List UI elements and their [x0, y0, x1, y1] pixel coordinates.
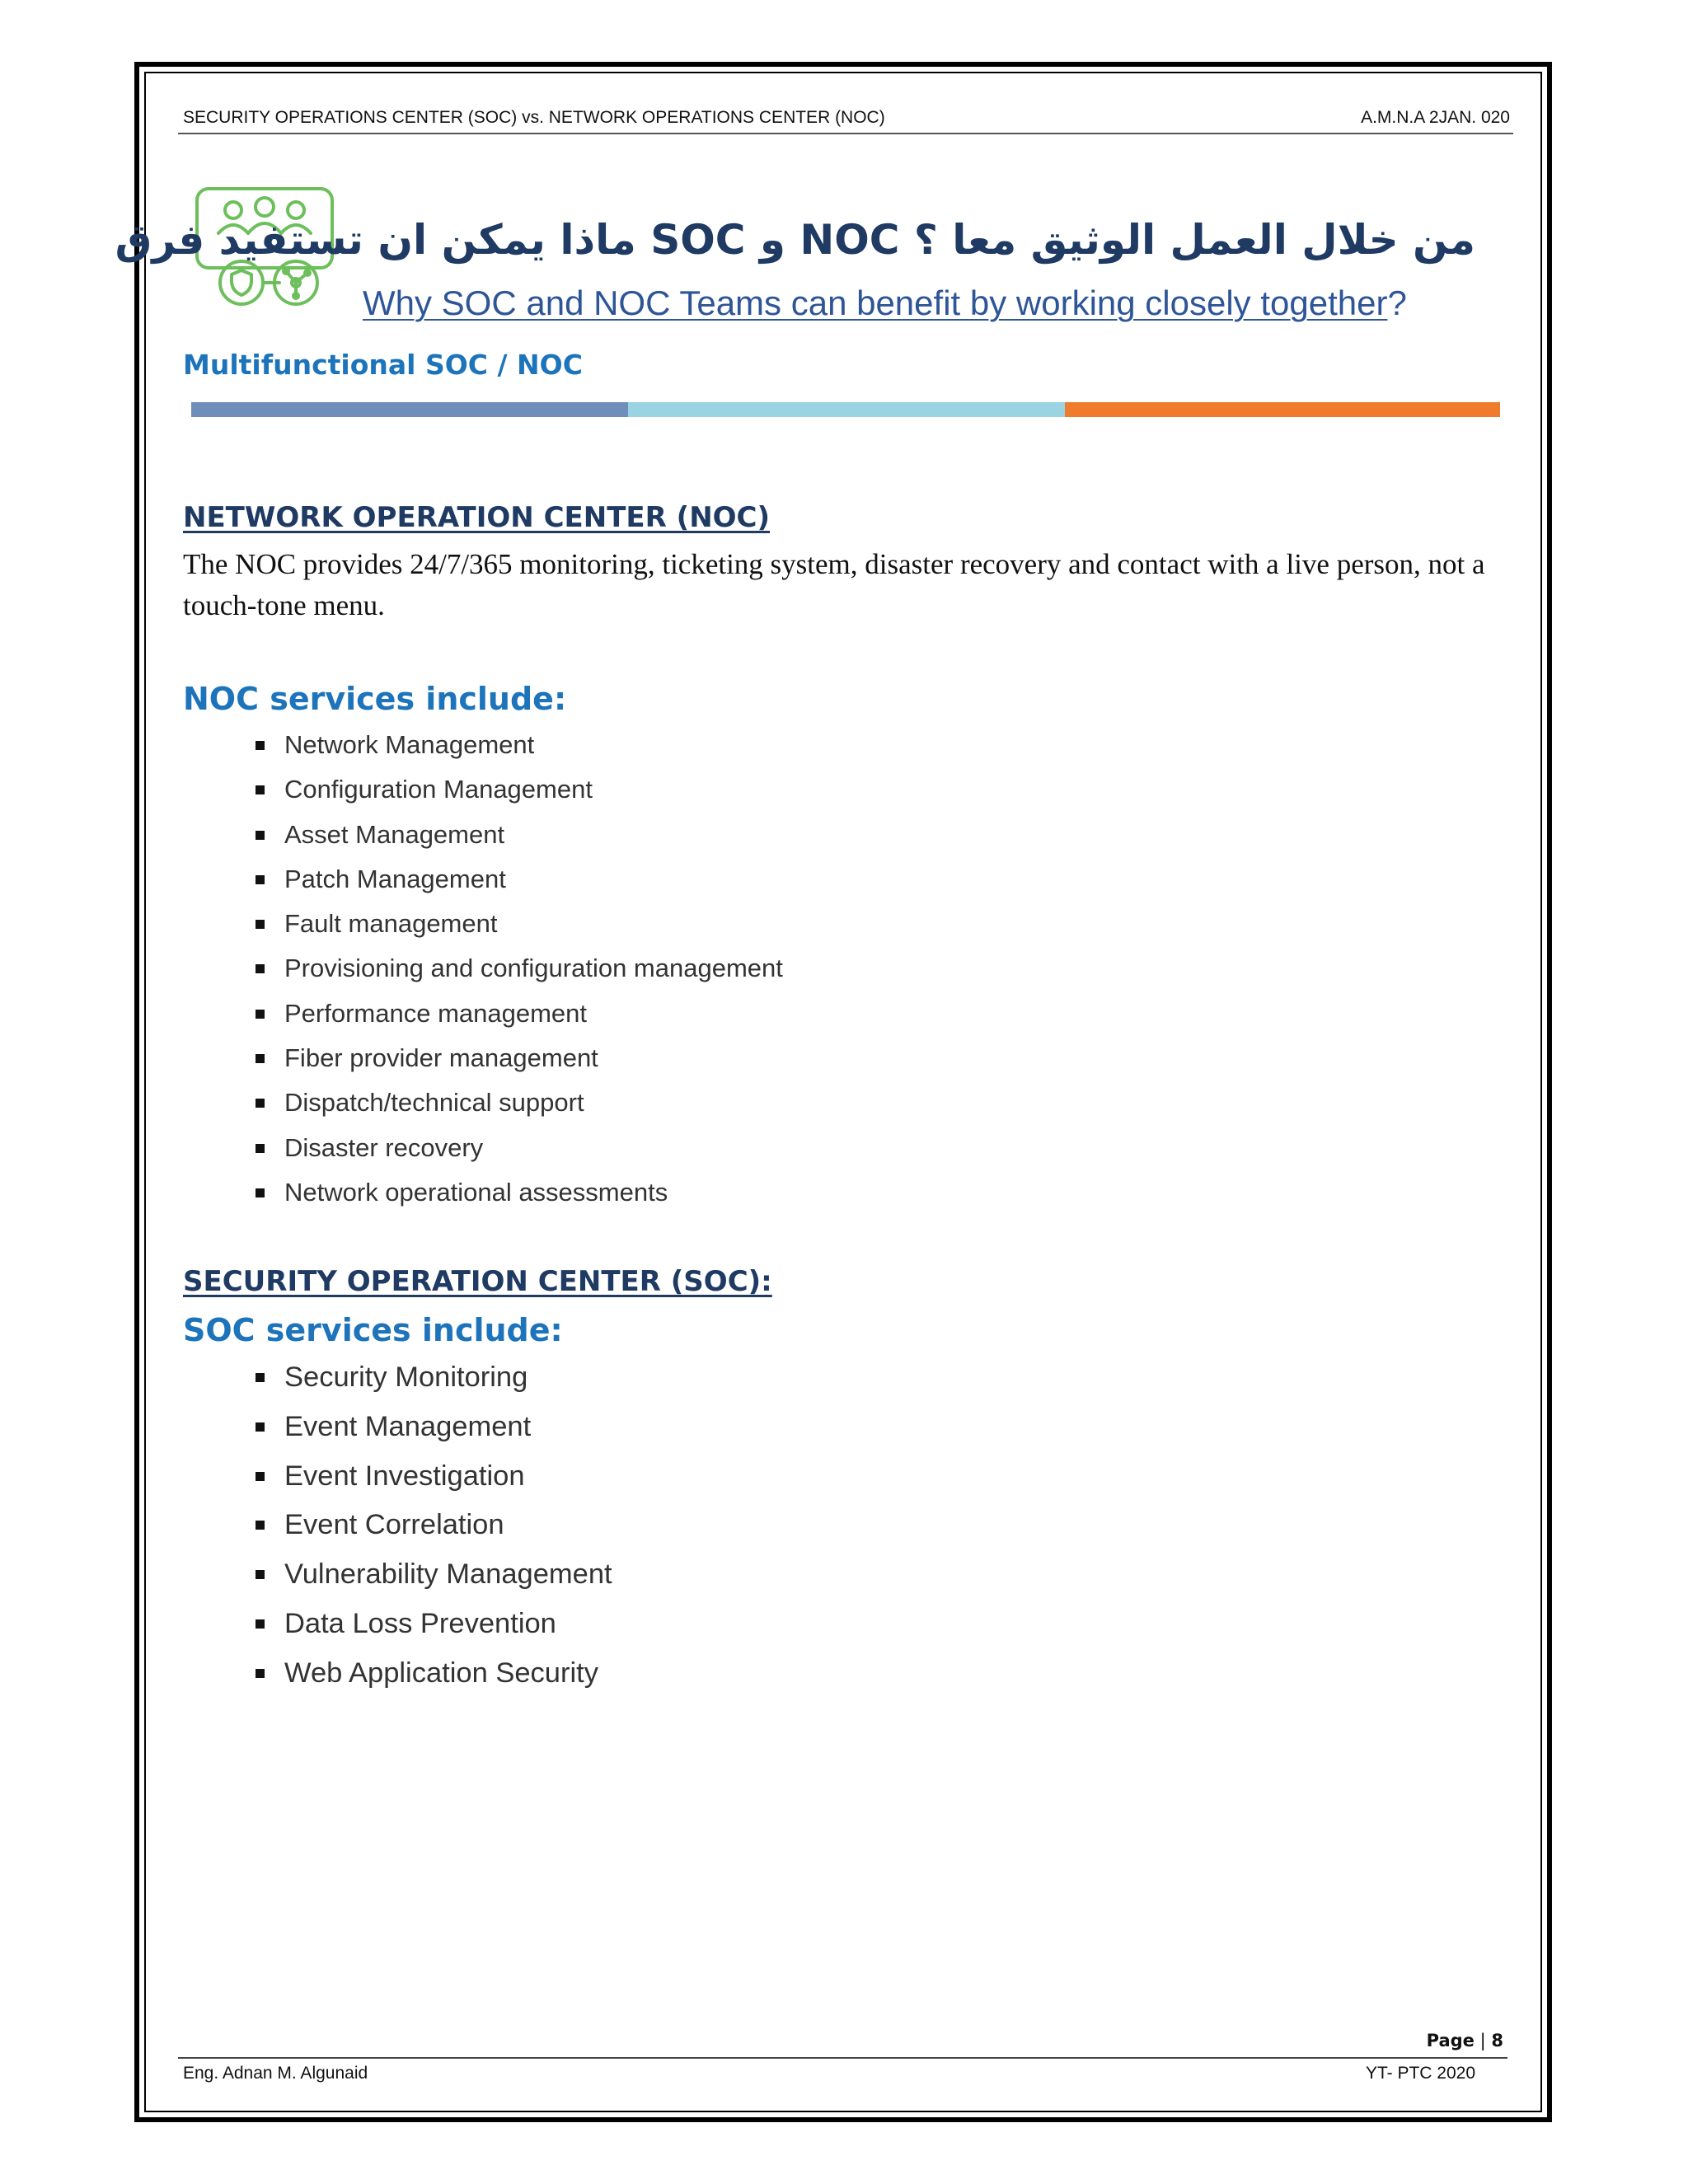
- list-item: Network operational assessments: [256, 1173, 783, 1217]
- title-english-text: Why SOC and NOC Teams can benefit by working closely together: [363, 284, 1388, 322]
- bullet-square-icon: [256, 1373, 265, 1382]
- bullet-square-icon: [256, 1619, 265, 1629]
- title-english-suffix: ?: [1387, 284, 1407, 322]
- section-subtitle: Multifunctional SOC / NOC: [183, 349, 583, 381]
- bullet-square-icon: [256, 964, 265, 973]
- header-title: SECURITY OPERATIONS CENTER (SOC) vs. NETWORK OPERATIONS CENTER (NOC): [183, 108, 885, 127]
- list-item: Vulnerability Management: [256, 1553, 612, 1602]
- accent-bar-light-blue: [628, 402, 1065, 417]
- noc-services-heading: NOC services include:: [183, 681, 567, 717]
- footer-author: Eng. Adnan M. Algunaid: [183, 2064, 368, 2083]
- bullet-square-icon: [256, 831, 265, 840]
- soc-heading: SECURITY OPERATION CENTER (SOC):: [183, 1265, 772, 1298]
- header-date: A.M.N.A 2JAN. 020: [1361, 108, 1510, 127]
- bullet-square-icon: [256, 1422, 265, 1432]
- list-item: Performance management: [256, 994, 783, 1038]
- bullet-square-icon: [256, 1144, 265, 1153]
- bullet-square-icon: [256, 785, 265, 794]
- bullet-square-icon: [256, 875, 265, 884]
- list-item: Fault management: [256, 904, 783, 949]
- list-item: Event Investigation: [256, 1455, 612, 1504]
- list-item: Configuration Management: [256, 770, 783, 814]
- accent-bar-orange: [1065, 402, 1500, 417]
- title-english: [363, 284, 1407, 323]
- bullet-square-icon: [256, 1054, 265, 1063]
- list-item: Asset Management: [256, 815, 783, 860]
- list-item: Patch Management: [256, 860, 783, 904]
- header-rule: [178, 133, 1513, 134]
- soc-services-heading: SOC services include:: [183, 1312, 563, 1348]
- bullet-square-icon: [256, 741, 265, 750]
- noc-heading: NETWORK OPERATION CENTER (NOC): [183, 501, 771, 534]
- noc-paragraph: The NOC provides 24/7/365 monitoring, ticketing system, disaster recovery and contact with a live person, not a touch-tone menu.: [183, 548, 1485, 621]
- bullet-square-icon: [256, 920, 265, 929]
- bullet-square-icon: [256, 1472, 265, 1481]
- bullet-square-icon: [256, 1669, 265, 1678]
- bullet-square-icon: [256, 1521, 265, 1530]
- accent-bar-blue: [191, 402, 628, 417]
- list-item: Fiber provider management: [256, 1038, 783, 1083]
- noc-services-list: [256, 725, 783, 1217]
- soc-services-list: [256, 1356, 612, 1701]
- list-item: Disaster recovery: [256, 1128, 783, 1173]
- list-item: Data Loss Prevention: [256, 1602, 612, 1652]
- list-item: Event Management: [256, 1405, 612, 1455]
- footer-rule: [178, 2057, 1507, 2059]
- bullet-square-icon: [256, 1099, 265, 1108]
- bullet-square-icon: [256, 1188, 265, 1197]
- list-item: Dispatch/technical support: [256, 1083, 783, 1127]
- footer-org: YT- PTC 2020: [1365, 2064, 1475, 2083]
- page-number: Page | 8: [1426, 2031, 1503, 2050]
- bullet-square-icon: [256, 1570, 265, 1579]
- list-item: Network Management: [256, 725, 783, 770]
- title-arabic: من خلال العمل الوثيق معا ؟ NOC و SOC ماذا يمكن ان تستفيد فرق: [115, 216, 1475, 264]
- list-item: Web Application Security: [256, 1652, 612, 1701]
- bullet-square-icon: [256, 1010, 265, 1019]
- list-item: Event Correlation: [256, 1503, 612, 1553]
- list-item: Security Monitoring: [256, 1356, 612, 1405]
- list-item: Provisioning and configuration management: [256, 949, 783, 993]
